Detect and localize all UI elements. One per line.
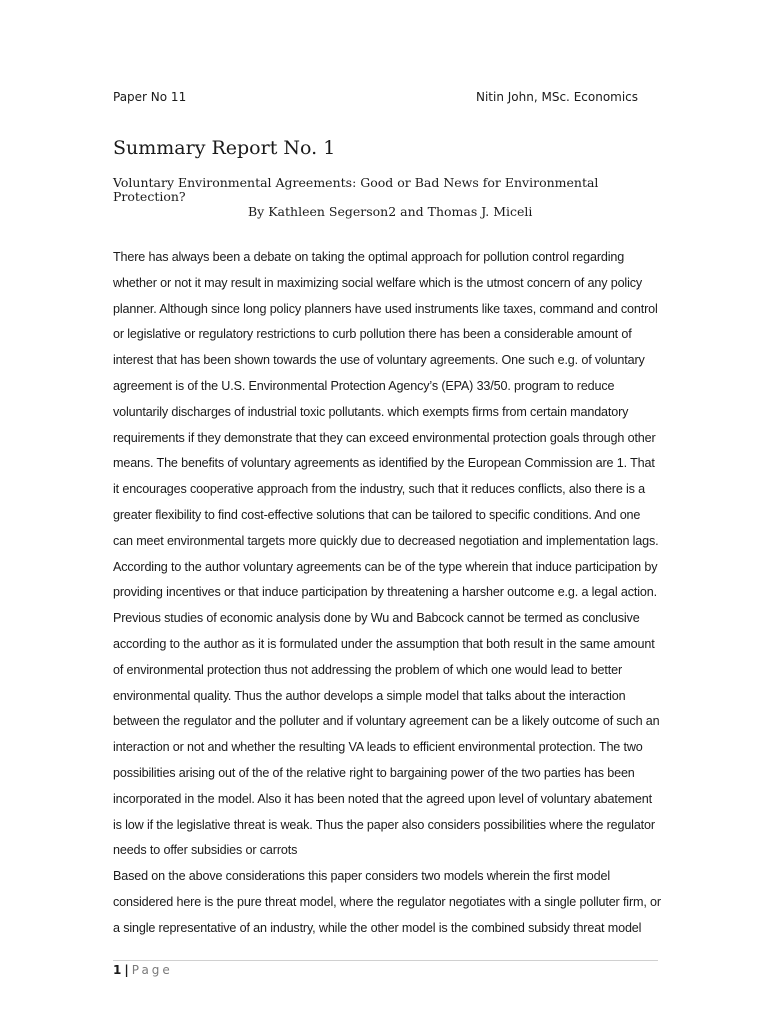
body-paragraph: Based on the above considerations this paper considers two models wherein the first model considered here is the pure threat model, where the regulator negotiates with a single polluter firm, or a single representative of an industry, while the other model is the combined subsidy threat model bbox=[113, 869, 661, 935]
page-label: Page bbox=[131, 963, 173, 977]
header-paper-number: Paper No 11 bbox=[113, 90, 187, 104]
footer-separator: | bbox=[124, 963, 129, 977]
byline: By Kathleen Segerson2 and Thomas J. Miceli bbox=[248, 204, 533, 219]
paper-subtitle: Voluntary Environmental Agreements: Good or Bad News for Environmental Protection? bbox=[113, 175, 599, 204]
report-title: Summary Report No. 1 bbox=[113, 137, 336, 159]
page-number: 1 bbox=[113, 963, 122, 977]
footer-divider bbox=[113, 960, 658, 961]
page-footer bbox=[113, 963, 173, 977]
body-paragraph: There has always been a debate on taking the optimal approach for pollution control regarding whether or not it may result in maximizing social welfare which is the utmost concern of any policy planner. Although since long policy planners have used instruments like taxes, command and control or legislative or regulatory restrictions to curb pollution there has been a considerable amount of interest that has been shown towards the use of voluntary agreements. One such e.g. of voluntary agreement is of the U.S. Environmental Protection Agency’s (EPA) 33/50. program to reduce voluntarily discharges of industrial toxic pollutants. which exempts firms from certain mandatory requirements if they demonstrate that they can exceed environmental protection goals through other means. The benefits of voluntary agreements as identified by the European Commission are 1. That it encourages cooperative approach from the industry, such that it reduces conflicts, also there is a greater flexibility to find cost-effective solutions that can be tailored to specific conditions. And one can meet environmental targets more quickly due to decreased negotiation and implementation lags. According to the author voluntary agreements can be of the type wherein that induce participation by providing incentives or that induce participation by threatening a harsher outcome e.g. a legal action. Previous studies of economic analysis done by Wu and Babcock cannot be termed as conclusive according to the author as it is formulated under the assumption that both result in the same amount of environmental protection thus not addressing the problem of which one would lead to better environmental quality. Thus the author develops a simple model that talks about the interaction between the regulator and the polluter and if voluntary agreement can be a likely outcome of such an interaction or not and whether the resulting VA leads to efficient environmental protection. The two possibilities arising out of the of the relative right to bargaining power of the two parties has been incorporated in the model. Also it has been noted that the agreed upon level of voluntary abatement is low if the legislative threat is weak. Thus the paper also considers possibilities where the regulator needs to offer subsidies or carrots bbox=[113, 250, 660, 858]
header-author: Nitin John, MSc. Economics bbox=[476, 90, 639, 104]
body-text bbox=[113, 245, 661, 942]
